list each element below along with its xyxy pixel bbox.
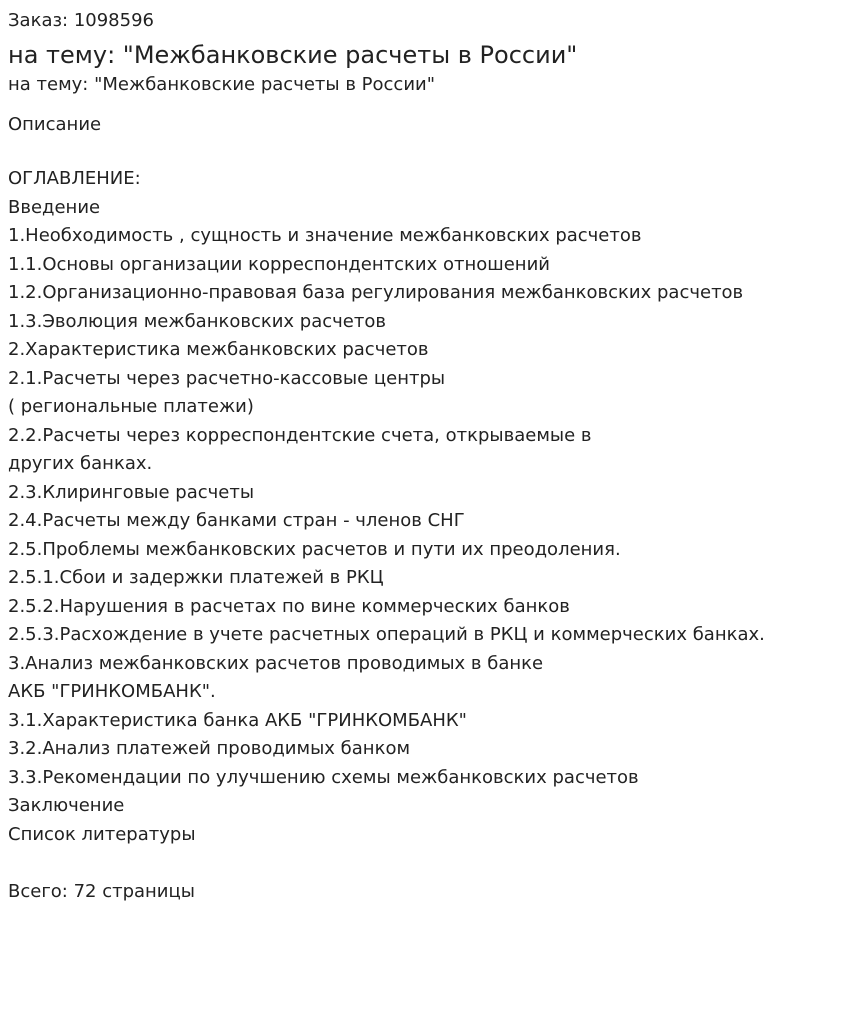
toc-line: 2.3.Клиринговые расчеты bbox=[8, 481, 255, 503]
toc-line: АКБ "ГРИНКОМБАНК". bbox=[8, 681, 216, 702]
page-count: Всего: 72 страницы bbox=[8, 880, 195, 902]
blank-line bbox=[8, 849, 839, 878]
description-heading: Описание bbox=[8, 114, 102, 135]
toc-line: 3.2.Анализ платежей проводимых банком bbox=[8, 738, 411, 759]
toc-line: 2.5.3.Расхождение в учете расчетных операций в РКЦ и коммерческих банках. bbox=[8, 624, 765, 645]
toc-line: 2.5.Проблемы межбанковских расчетов и пути их преодоления. bbox=[8, 538, 621, 560]
toc-line: 2.2.Расчеты через корреспондентские счета, открываемые в bbox=[8, 424, 592, 446]
toc-line: 3.3.Рекомендации по улучшению схемы межбанковских расчетов bbox=[8, 766, 639, 788]
toc-line: 2.4.Расчеты между банками стран - членов СНГ bbox=[8, 510, 465, 531]
toc-line: 2.Характеристика межбанковских расчетов bbox=[8, 339, 429, 360]
toc-line: Заключение bbox=[8, 795, 125, 816]
order-number: Заказ: 1098596 bbox=[8, 10, 154, 31]
toc-line: 2.5.1.Сбои и задержки платежей в РКЦ bbox=[8, 567, 384, 588]
toc-line: 1.3.Эволюция межбанковских расчетов bbox=[8, 310, 386, 332]
toc-line: 2.5.2.Нарушения в расчетах по вине коммерческих банков bbox=[8, 595, 570, 617]
toc-line: 3.Анализ межбанковских расчетов проводимых в банке bbox=[8, 652, 544, 674]
toc-line: Введение bbox=[8, 196, 101, 218]
toc-line: 1.1.Основы организации корреспондентских отношений bbox=[8, 253, 550, 275]
toc-line: 2.1.Расчеты через расчетно-кассовые центры bbox=[8, 367, 446, 389]
table-of-contents bbox=[8, 165, 839, 906]
page-subtitle: на тему: "Межбанковские расчеты в России" bbox=[8, 74, 435, 95]
toc-line: ОГЛАВЛЕНИЕ: bbox=[8, 168, 141, 189]
toc-line: 3.1.Характеристика банка АКБ "ГРИНКОМБАНК" bbox=[8, 709, 467, 731]
toc-line: Список литературы bbox=[8, 823, 196, 845]
toc-line: ( региональные платежи) bbox=[8, 396, 254, 417]
page-title: на тему: "Межбанковские расчеты в России" bbox=[8, 41, 578, 69]
toc-line: 1.Необходимость , сущность и значение межбанковских расчетов bbox=[8, 225, 642, 246]
toc-line: 1.2.Организационно-правовая база регулирования межбанковских расчетов bbox=[8, 282, 744, 303]
toc-line: других банках. bbox=[8, 453, 153, 474]
